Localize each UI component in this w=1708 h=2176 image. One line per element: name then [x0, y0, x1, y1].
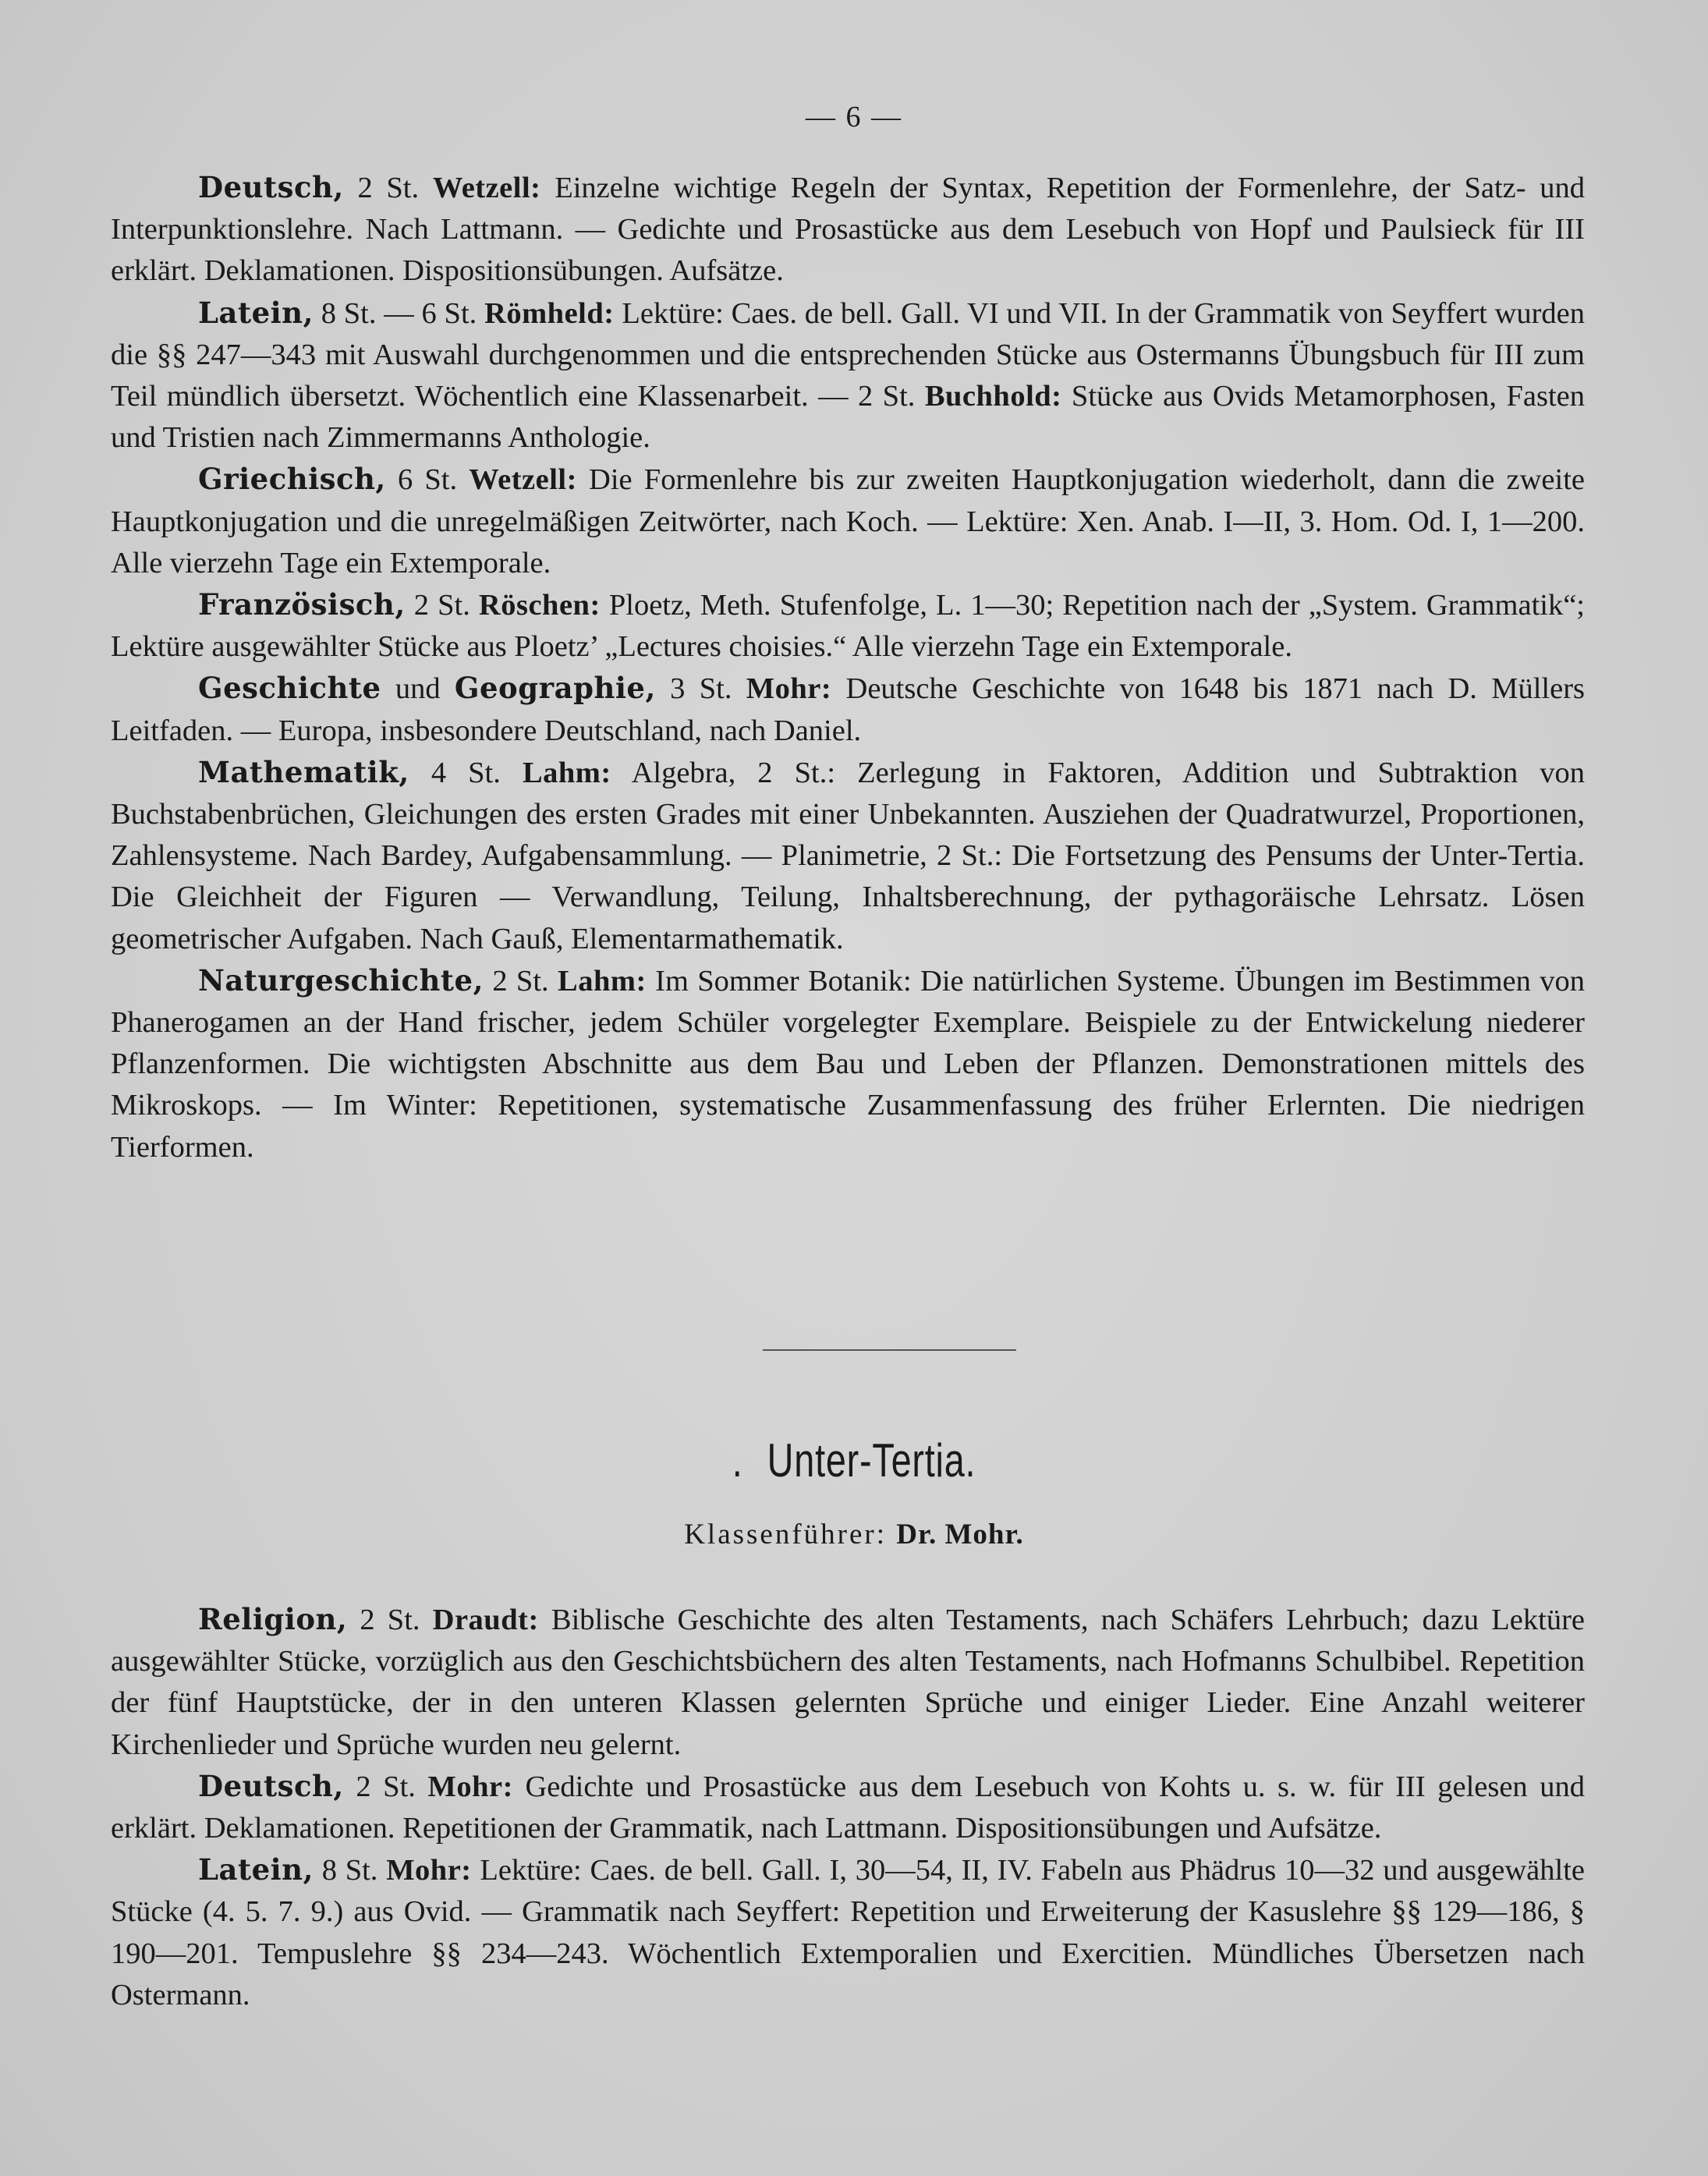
hours: 8 St. — 6 St. — [313, 296, 485, 330]
teacher-name: Mohr: — [746, 672, 832, 706]
class-leader-name: Dr. Mohr. — [896, 1519, 1024, 1550]
hours: 2 St. — [343, 172, 433, 204]
paragraph-text: Einzelne wichtige Regeln der Syntax, Repetition der Formenlehre, der Satz- und Interpunktionslehre. Nach Lattmann. — Gedichte und Prosastücke aus dem Lesebuch von Hopf und Paulsieck für III erklärt. Deklamationen. Dispositionsübungen. Aufsätze. — [111, 172, 1585, 288]
teacher-name: Lahm: — [522, 756, 611, 789]
paragraph-griechisch — [111, 459, 1585, 584]
subject-name: Mathematik, — [198, 754, 409, 789]
hours: 4 St. — [409, 756, 523, 789]
class-leader — [0, 1518, 1708, 1551]
subject-name: Deutsch, — [198, 170, 344, 204]
teacher-name: Römheld: — [484, 296, 615, 330]
subject-name: Geschichte — [198, 671, 381, 706]
paragraph-religion — [111, 1599, 1585, 1766]
subject-name: Griechisch, — [198, 462, 386, 497]
paragraph-text: Lektüre: Caes. de bell. Gall. VI und VII. In der Grammatik von Seyffert wurden die §§ 247—343 mit Auswahl durchgenommen und die entsprechenden Stücke aus Ostermanns Übungsbuch für III zum Teil mündlich übersetzt. Wöchentlich eine Klassenarbeit. — 2 St. — [111, 296, 1586, 413]
subject-name: Latein, — [198, 295, 314, 330]
subject-name: Religion, — [198, 1602, 348, 1636]
paragraph-mathematik — [111, 752, 1585, 960]
paragraph-deutsch — [111, 1766, 1585, 1849]
teacher-name: Lahm: — [558, 964, 647, 998]
hours: 3 St. — [655, 672, 746, 706]
class-leader-label: Klassenführer: — [684, 1519, 897, 1550]
hours: 2 St. — [343, 1770, 428, 1803]
hours: 2 St. — [405, 589, 479, 622]
paragraph-text: Lektüre: Caes. de bell. Gall. I, 30—54, II, IV. Fabeln aus Phädrus 10—32 und ausgewählte Stücke (4. 5. 7. 9.) aus Ovid. — Grammatik nach Seyffert: Repetition und Erweiterung der Kasuslehre §§ 129—186, § 190—201. Tempuslehre §§ 234—243. Wöchentlich Extemporalien und Exercitien. Mündliches Übersetzen nach Ostermann. — [111, 1854, 1586, 2011]
paragraph-latein — [111, 292, 1585, 459]
paragraph-franzoesisch — [111, 584, 1585, 668]
hours: 2 St. — [483, 964, 558, 998]
paragraph-text: Die Formenlehre bis zur zweiten Hauptkonjugation wiederholt, dann die zweite Hauptkonjugation und die unregelmäßigen Zeitwörter, nach Koch. — Lektüre: Xen. Anab. I—II, 3. Hom. Od. I, 1—200. Alle vierzehn Tage ein Extemporale. — [111, 463, 1586, 579]
paragraph-geschichte — [111, 668, 1585, 751]
hours: 2 St. — [347, 1604, 433, 1636]
section-title-text: Unter-Tertia. — [767, 1434, 976, 1487]
teacher-name-secondary: Buchhold: — [924, 380, 1062, 413]
paragraph-text: Deutsche Geschichte von 1648 bis 1871 nach D. Müllers Leitfaden. — Europa, insbesondere Deutschland, nach Daniel. — [111, 672, 1585, 747]
teacher-name: Mohr: — [386, 1854, 472, 1887]
subject-name: Naturgeschichte, — [198, 962, 484, 998]
subject-name: Französisch, — [198, 587, 406, 622]
conjunction: und — [381, 672, 455, 706]
hours: 8 St. — [313, 1854, 387, 1887]
upper-section — [111, 167, 1585, 1168]
paragraph-text: Biblische Geschichte des alten Testaments, nach Schäfers Lehrbuch; dazu Lektüre ausgewählter Stücke, vorzüglich aus den Geschichtsbüchern des alten Testaments, nach Hofmanns Schulbibel. Repetition der fünf Hauptstücke, der in den unteren Klassen gelernten Sprüche und einiger Lieder. Eine Anzahl weiterer Kirchenlieder und Sprüche wurden neu gelernt. — [111, 1604, 1585, 1761]
subject-name: Latein, — [198, 1852, 314, 1887]
subject-name-secondary: Geographie, — [454, 671, 656, 706]
paragraph-deutsch — [111, 167, 1585, 292]
subject-name: Deutsch, — [198, 1768, 344, 1803]
section-title-dot: . — [732, 1434, 743, 1487]
lower-section — [111, 1599, 1585, 2016]
paragraph-text: Algebra, 2 St.: Zerlegung in Faktoren, Addition und Subtraktion von Buchstabenbrüchen, Gleichungen des ersten Grades mit einer Unbekannten. Ausziehen der Quadratwurzel, Proportionen, Zahlensysteme. Nach Bardey, Aufgabensammlung. — Planimetrie, 2 St.: Die Fortsetzung des Pensums der Unter-Tertia. Die Gleichheit der Figuren — Verwandlung, Teilung, Inhaltsberechnung, der pythagoräische Lehrsatz. Lösen geometrischer Aufgaben. Nach Gauß, Elementarmathematik. — [111, 756, 1586, 955]
section-title — [188, 1434, 1520, 1487]
paragraph-text-secondary: Stücke aus Ovids Metamorphosen, Fasten und Tristien nach Zimmermanns Anthologie. — [111, 380, 1585, 455]
section-divider — [763, 1349, 1016, 1351]
paragraph-text: Im Sommer Botanik: Die natürlichen Systeme. Übungen im Bestimmen von Phanerogamen an der Hand frischer, jedem Schüler vorgelegter Exemplare. Beispiele zu der Entwickelung niederer Pflanzenformen. Die wichtigsten Abschnitte aus dem Bau und Leben der Pflanzen. Demonstrationen mittels des Mikroskops. — Im Winter: Repetitionen, systematische Zusammenfassung des früher Erlernten. Die niedrigen Tierformen. — [111, 964, 1585, 1164]
paragraph-text: Ploetz, Meth. Stufenfolge, L. 1—30; Repetition nach der „System. Grammatik“; Lektüre ausgewählter Stücke aus Ploetz’ „Lectures choisies.“ Alle vierzehn Tage ein Extemporale. — [111, 589, 1586, 664]
paragraph-text: Gedichte und Prosastücke aus dem Lesebuch von Kohts u. s. w. für III gelesen und erklärt. Deklamationen. Repetitionen der Grammatik, nach Lattmann. Dispositionsübungen und Aufsätze. — [111, 1770, 1585, 1845]
teacher-name: Mohr: — [427, 1770, 513, 1803]
teacher-name: Wetzell: — [432, 172, 541, 204]
paragraph-latein — [111, 1849, 1585, 2016]
page-number: — 6 — — [806, 101, 902, 133]
teacher-name: Wetzell: — [469, 463, 577, 497]
teacher-name: Draudt: — [432, 1604, 539, 1636]
teacher-name: Röschen: — [478, 589, 601, 622]
hours: 6 St. — [385, 463, 470, 497]
paragraph-naturgeschichte — [111, 960, 1585, 1168]
